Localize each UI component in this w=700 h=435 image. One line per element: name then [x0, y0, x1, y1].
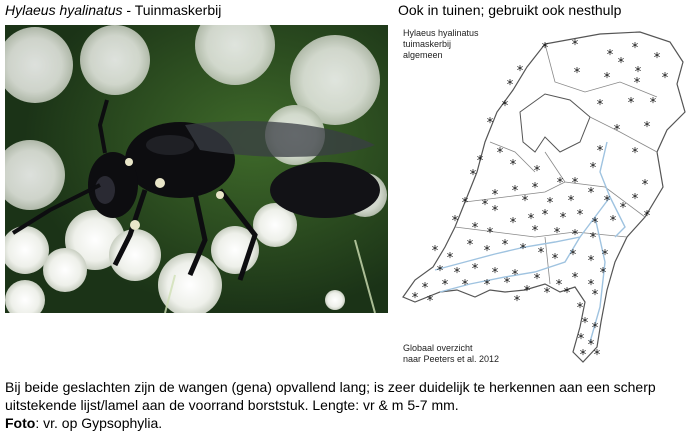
- occurrence-marker: *: [509, 216, 517, 231]
- occurrence-marker: *: [569, 248, 577, 263]
- occurrence-marker: *: [541, 41, 549, 56]
- occurrence-marker: *: [533, 272, 541, 287]
- occurrence-marker: *: [601, 248, 609, 263]
- occurrence-marker: *: [649, 96, 657, 111]
- occurrence-marker: *: [556, 176, 564, 191]
- map-credit-line-1: Globaal overzicht: [403, 343, 473, 353]
- occurrence-marker: *: [513, 294, 521, 309]
- occurrence-marker: *: [533, 164, 541, 179]
- occurrence-marker: *: [503, 276, 511, 291]
- occurrence-marker: *: [591, 288, 599, 303]
- occurrence-marker: *: [491, 188, 499, 203]
- occurrence-marker: *: [631, 146, 639, 161]
- occurrence-marker: *: [619, 201, 627, 216]
- occurrence-marker: *: [606, 48, 614, 63]
- occurrence-marker: *: [576, 208, 584, 223]
- occurrence-marker: *: [527, 212, 535, 227]
- occurrence-marker: *: [436, 264, 444, 279]
- occurrence-marker: *: [563, 286, 571, 301]
- occurrence-marker: *: [661, 71, 669, 86]
- species-common-name: Tuinmaskerbij: [134, 2, 222, 18]
- photo-caption-text: : vr. op Gypsophylia.: [35, 415, 163, 431]
- occurrence-marker: *: [483, 278, 491, 293]
- occurrence-marker: *: [587, 278, 595, 293]
- occurrence-marker: *: [453, 266, 461, 281]
- occurrence-marker: *: [483, 244, 491, 259]
- occurrence-marker: *: [573, 66, 581, 81]
- occurrence-marker: *: [643, 209, 651, 224]
- occurrence-marker: *: [519, 242, 527, 257]
- occurrence-marker: *: [596, 144, 604, 159]
- occurrence-marker: *: [613, 123, 621, 138]
- occurrence-marker: *: [476, 154, 484, 169]
- occurrence-marker: *: [641, 178, 649, 193]
- occurrence-marker: *: [543, 286, 551, 301]
- occurrence-marker: *: [603, 71, 611, 86]
- occurrence-marker: *: [486, 116, 494, 131]
- occurrence-marker: *: [559, 211, 567, 226]
- occurrence-marker: *: [587, 186, 595, 201]
- bee-photo-illustration: [5, 25, 388, 313]
- occurrence-marker: *: [587, 254, 595, 269]
- occurrence-marker: *: [591, 321, 599, 336]
- occurrence-marker: *: [634, 65, 642, 80]
- occurrence-marker: *: [567, 194, 575, 209]
- map-credit-line-2: naar Peeters et al. 2012: [403, 354, 500, 364]
- occurrence-marker: *: [551, 252, 559, 267]
- occurrence-marker: *: [617, 56, 625, 71]
- occurrence-marker: *: [546, 196, 554, 211]
- occurrence-marker: *: [603, 194, 611, 209]
- occurrence-marker: *: [496, 146, 504, 161]
- occurrence-marker: *: [631, 192, 639, 207]
- map-legend-line-3: algemeen: [403, 50, 443, 60]
- occurrence-marker: *: [509, 158, 517, 173]
- occurrence-marker: *: [589, 161, 597, 176]
- occurrence-marker: *: [426, 294, 434, 309]
- occurrence-marker: *: [571, 271, 579, 286]
- map-credit: [403, 343, 553, 365]
- occurrence-marker: *: [411, 291, 419, 306]
- occurrence-marker: *: [471, 262, 479, 277]
- occurrence-marker: *: [579, 348, 587, 363]
- occurrence-marker: *: [501, 99, 509, 114]
- occurrence-marker: *: [511, 184, 519, 199]
- occurrence-marker: *: [506, 78, 514, 93]
- occurrence-marker: *: [461, 196, 469, 211]
- occurrence-marker: *: [531, 181, 539, 196]
- bee-photo: [5, 25, 388, 313]
- description: [5, 378, 695, 432]
- occurrence-marker: *: [589, 231, 597, 246]
- occurrence-marker: *: [501, 238, 509, 253]
- map-legend: [403, 28, 523, 61]
- occurrence-marker: *: [571, 228, 579, 243]
- occurrence-marker: *: [643, 120, 651, 135]
- occurrence-marker: *: [446, 251, 454, 266]
- occurrence-marker: *: [555, 278, 563, 293]
- photo-caption-label: Foto: [5, 415, 36, 431]
- occurrence-marker: *: [469, 168, 477, 183]
- occurrence-marker: *: [577, 332, 585, 347]
- distribution-map: [395, 22, 695, 372]
- occurrence-marker: *: [471, 221, 479, 236]
- occurrence-marker: *: [571, 38, 579, 53]
- occurrence-marker: *: [421, 281, 429, 296]
- occurrence-marker: *: [431, 244, 439, 259]
- species-title: [5, 2, 221, 18]
- occurrence-marker: *: [491, 266, 499, 281]
- occurrence-marker: *: [631, 41, 639, 56]
- occurrence-marker: *: [441, 278, 449, 293]
- occurrence-marker: *: [581, 316, 589, 331]
- occurrence-marker: *: [531, 224, 539, 239]
- occurrence-marker: *: [491, 204, 499, 219]
- occurrence-marker: *: [587, 338, 595, 353]
- occurrence-marker: *: [553, 226, 561, 241]
- occurrence-marker: *: [653, 51, 661, 66]
- map-legend-line-2: tuimaskerbij: [403, 39, 452, 49]
- habitat-note: Ook in tuinen; gebruikt ook nesthulp: [398, 2, 622, 18]
- occurrence-marker: *: [591, 216, 599, 231]
- occurrence-marker: *: [466, 238, 474, 253]
- occurrence-marker: *: [599, 266, 607, 281]
- occurrence-marker: *: [609, 214, 617, 229]
- occurrence-marker: *: [521, 194, 529, 209]
- species-scientific-name: Hylaeus hyalinatus: [5, 2, 123, 18]
- occurrence-marker: *: [516, 64, 524, 79]
- occurrence-marker: *: [451, 214, 459, 229]
- map-legend-line-1: Hylaeus hyalinatus: [403, 28, 479, 38]
- occurrence-marker: *: [541, 208, 549, 223]
- occurrence-marker: *: [571, 176, 579, 191]
- occurrence-markers: [412, 38, 669, 363]
- occurrence-marker: *: [593, 348, 601, 363]
- occurrence-marker: *: [461, 278, 469, 293]
- occurrence-marker: *: [627, 96, 635, 111]
- ijsselmeer: [520, 94, 590, 152]
- title-separator: -: [122, 2, 135, 18]
- country-outline: [403, 32, 685, 362]
- description-text: Bij beide geslachten zijn de wangen (gena) opvallend lang; is zeer duidelijk te herkennen aan een scherp uitstekende lijst/lamel aan de voorrand borststuk. Lengte: vr & m 5-7 mm.: [5, 379, 656, 413]
- netherlands-map: [395, 22, 695, 372]
- occurrence-marker: *: [576, 301, 584, 316]
- occurrence-marker: *: [537, 246, 545, 261]
- photo-caption: [5, 414, 695, 432]
- occurrence-marker: *: [486, 226, 494, 241]
- occurrence-marker: *: [633, 76, 641, 91]
- occurrence-marker: *: [596, 98, 604, 113]
- occurrence-marker: *: [523, 284, 531, 299]
- occurrence-marker: *: [511, 268, 519, 283]
- occurrence-marker: *: [481, 198, 489, 213]
